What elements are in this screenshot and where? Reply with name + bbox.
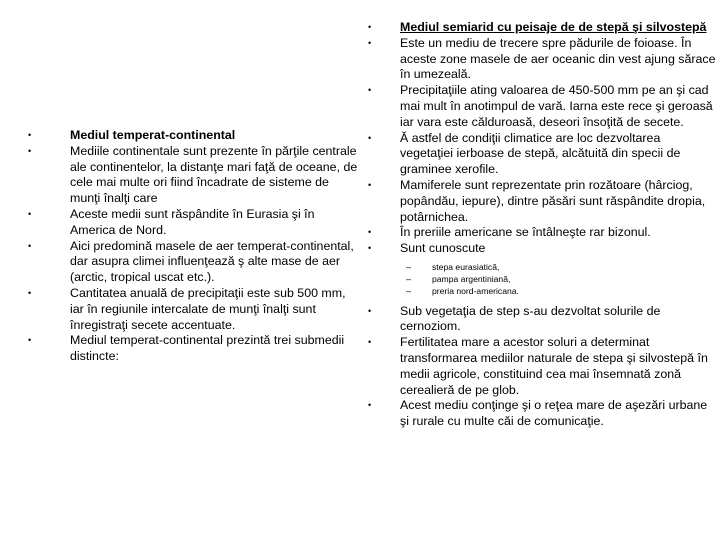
right-bullet-list — [368, 20, 716, 430]
sub-item-text: stepa eurasiatică, — [432, 261, 500, 272]
list-item-text: Este un mediu de trecere spre pădurile de foioase. În aceste zone masele de aer oceanic din vest ajung sărace în umezeală. — [400, 35, 716, 82]
bullet-icon: • — [368, 132, 372, 143]
sub-list-item — [400, 261, 716, 273]
list-item — [368, 178, 716, 225]
list-item — [28, 128, 358, 144]
list-item-text: Mediile continentale sunt prezente în părţile centrale ale continentelor, la distanţe mari faţă de oceane, de cele mai multe ori fiind încadrate de sisteme de munţi înalţi care — [70, 143, 358, 206]
list-item-text: Cantitatea anuală de precipitaţii este sub 500 mm, iar în regiunile intercalate de munţi înalţi sunt înregistraţi secete accentuate. — [70, 285, 346, 332]
section-heading: Mediul temperat-continental — [70, 128, 236, 142]
sub-item-text: preria nord-americana. — [432, 286, 519, 297]
list-item — [368, 241, 716, 297]
list-item — [368, 131, 716, 178]
dash-icon: – — [406, 274, 412, 285]
list-item — [28, 333, 358, 365]
list-item-text: Aici predomină masele de aer temperat-continental, dar asupra climei influenţează ş alte mase de aer (arctic, tropical uscat etc.). — [70, 238, 354, 285]
bullet-icon: • — [28, 130, 32, 140]
list-item — [368, 83, 716, 130]
list-item — [368, 20, 716, 36]
sub-list-item — [400, 285, 716, 297]
section-heading: Mediul semiarid cu peisaje de de stepă şi silvostepă — [400, 20, 707, 34]
list-item — [368, 36, 716, 83]
bullet-icon: • — [368, 37, 372, 48]
bullet-icon: • — [28, 208, 32, 219]
bullet-icon: • — [368, 22, 372, 32]
sub-item-text: pampa argentiniană, — [432, 274, 511, 285]
bullet-icon: • — [368, 179, 372, 190]
dash-icon: – — [406, 286, 412, 297]
bullet-icon: • — [28, 287, 32, 298]
list-item-text: Sub vegetaţia de step s-au dezvoltat solurile de cernoziom. — [400, 303, 661, 334]
list-item — [368, 225, 716, 241]
bullet-icon: • — [368, 400, 372, 411]
list-item — [368, 304, 716, 336]
list-item-text: Fertilitatea mare a acestor soluri a determinat transformarea mediilor naturale de stepa şi silvostepă în medii agricole, constituind cea mai însemnată zonă cerealieră de pe glob. — [400, 335, 708, 397]
list-item-text: Mamiferele sunt reprezentate prin rozătoare (hârciog, popândău, iepure), dintre păsări sunt răspândite dropia, potârnichea. — [400, 177, 706, 224]
list-item — [28, 286, 358, 333]
bullet-icon: • — [28, 335, 32, 346]
bullet-icon: • — [28, 240, 32, 251]
list-item — [28, 207, 358, 239]
list-item-text: Mediul temperat-continental prezintă trei submedii distincte: — [70, 333, 345, 364]
bullet-icon: • — [28, 145, 32, 156]
bullet-icon: • — [368, 227, 372, 238]
list-item-text: Precipitaţiile ating valoarea de 450-500 mm pe an şi cad mai mult în anotimpul de vară. Iarna este rece şi geroasă iar vara este călduroasă, deseori însoţită de secete. — [400, 83, 713, 129]
bullet-icon: • — [368, 305, 372, 316]
list-item — [28, 144, 358, 207]
list-item — [368, 398, 716, 430]
list-item — [368, 335, 716, 398]
sub-list-item — [400, 273, 716, 285]
list-item-text: Acest mediu conţinge şi o reţea mare de aşezări urbane şi rurale cu multe căi de comunicaţie. — [400, 398, 708, 429]
list-item-text: Aceste medii sunt răspândite în Eurasia şi în America de Nord. — [70, 206, 315, 237]
list-item-text: Ă astfel de condiţii climatice are loc dezvoltarea vegetaţiei ierboase de stepă, alcătuită din specii de graminee xerofile. — [400, 130, 681, 177]
bullet-icon: • — [368, 243, 372, 254]
bullet-icon: • — [368, 85, 372, 96]
bullet-icon: • — [368, 337, 372, 348]
list-item — [28, 239, 358, 286]
list-item-text: Sunt cunoscute — [400, 241, 486, 256]
list-item-text: În preriile americane se întâlneşte rar bizonul. — [400, 225, 651, 240]
left-bullet-list — [28, 128, 358, 365]
dash-icon: – — [406, 261, 412, 272]
sub-list — [400, 261, 716, 298]
